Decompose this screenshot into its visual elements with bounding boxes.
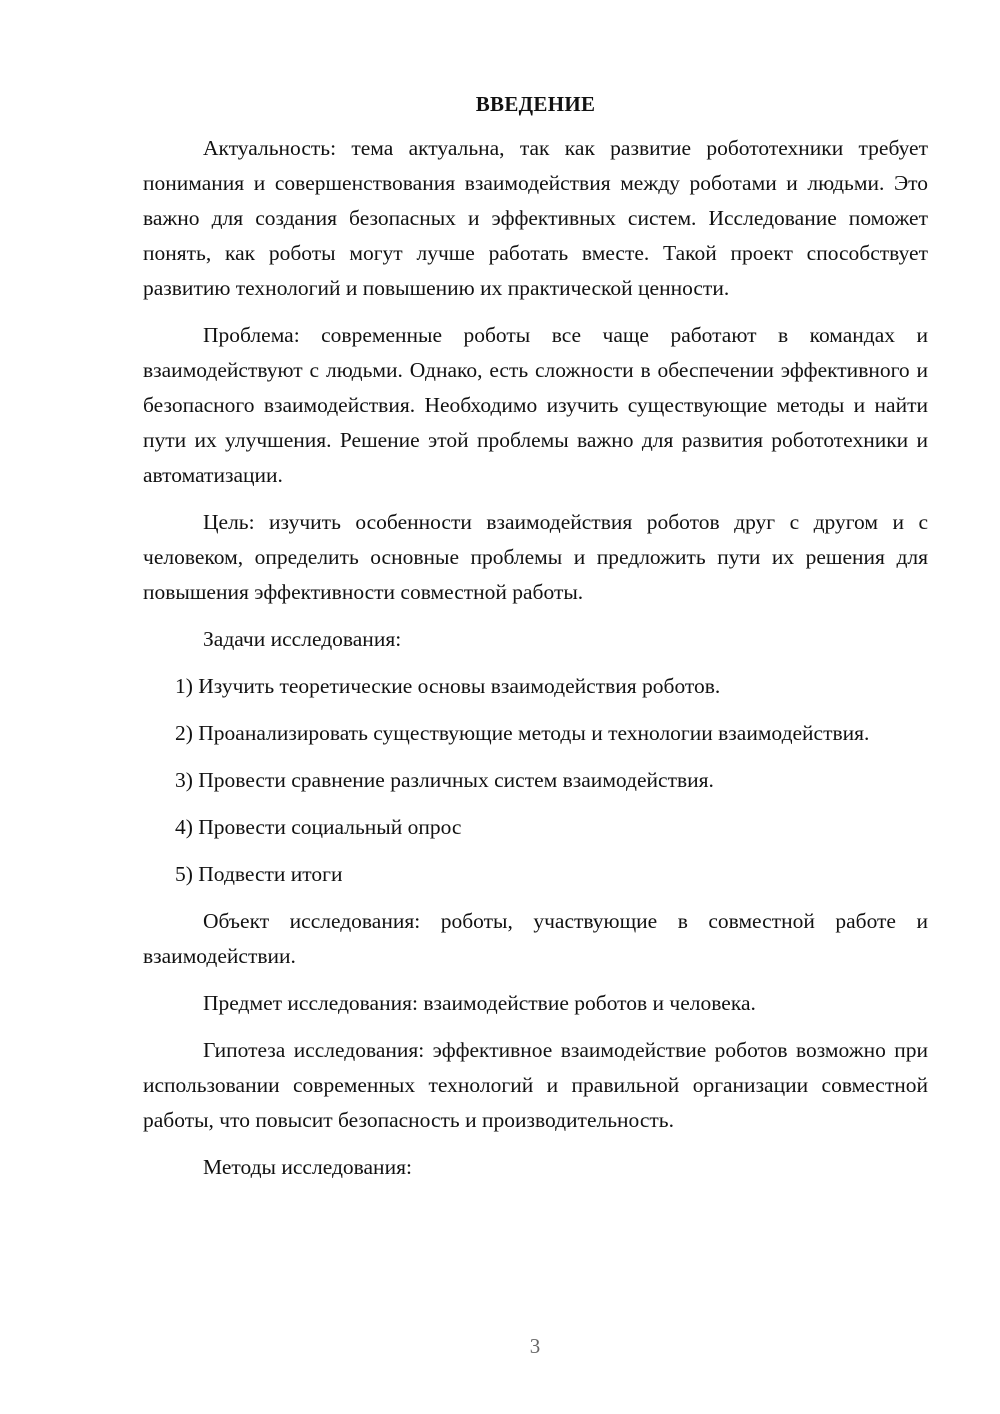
task-item: 1) Изучить теоретические основы взаимодействия роботов. <box>175 674 721 698</box>
task-item: 5) Подвести итоги <box>175 862 343 886</box>
hypothesis-paragraph: Гипотеза исследования: эффективное взаимодействие роботов возможно при использовании современных технологий и правильной организации совместной работы, что повысит безопасность и производительность. <box>143 1038 928 1132</box>
subject-paragraph: Предмет исследования: взаимодействие роботов и человека. <box>203 991 756 1015</box>
problem-paragraph: Проблема: современные роботы все чаще работают в командах и взаимодействуют с людьми. Однако, есть сложности в обеспечении эффективного и безопасного взаимодействия. Необходимо изучить существующие методы и найти пути их улучшения. Решение этой проблемы важно для развития робототехники и автоматизации. <box>143 323 928 487</box>
goal-paragraph: Цель: изучить особенности взаимодействия роботов друг с другом и с человеком, определить основные проблемы и предложить пути их решения для повышения эффективности совместной работы. <box>143 510 928 604</box>
task-item: 4) Провести социальный опрос <box>175 815 462 839</box>
task-item: 2) Проанализировать существующие методы и технологии взаимодействия. <box>175 721 870 745</box>
page-number: 3 <box>529 1334 541 1358</box>
object-paragraph: Объект исследования: роботы, участвующие в совместной работе и взаимодействии. <box>143 909 928 968</box>
page-content <box>143 92 928 1185</box>
methods-paragraph: Методы исследования: <box>203 1155 412 1179</box>
page-title: ВВЕДЕНИЕ <box>475 92 596 116</box>
tasks-heading: Задачи исследования: <box>203 627 402 651</box>
relevance-paragraph: Актуальность: тема актуальна, так как развитие робототехники требует понимания и совершенствования взаимодействия между роботами и людьми. Это важно для создания безопасных и эффективных систем. Исследование поможет понять, как роботы могут лучше работать вместе. Такой проект способствует развитию технологий и повышению их практической ценности. <box>143 136 928 300</box>
task-item: 3) Провести сравнение различных систем взаимодействия. <box>175 768 714 792</box>
